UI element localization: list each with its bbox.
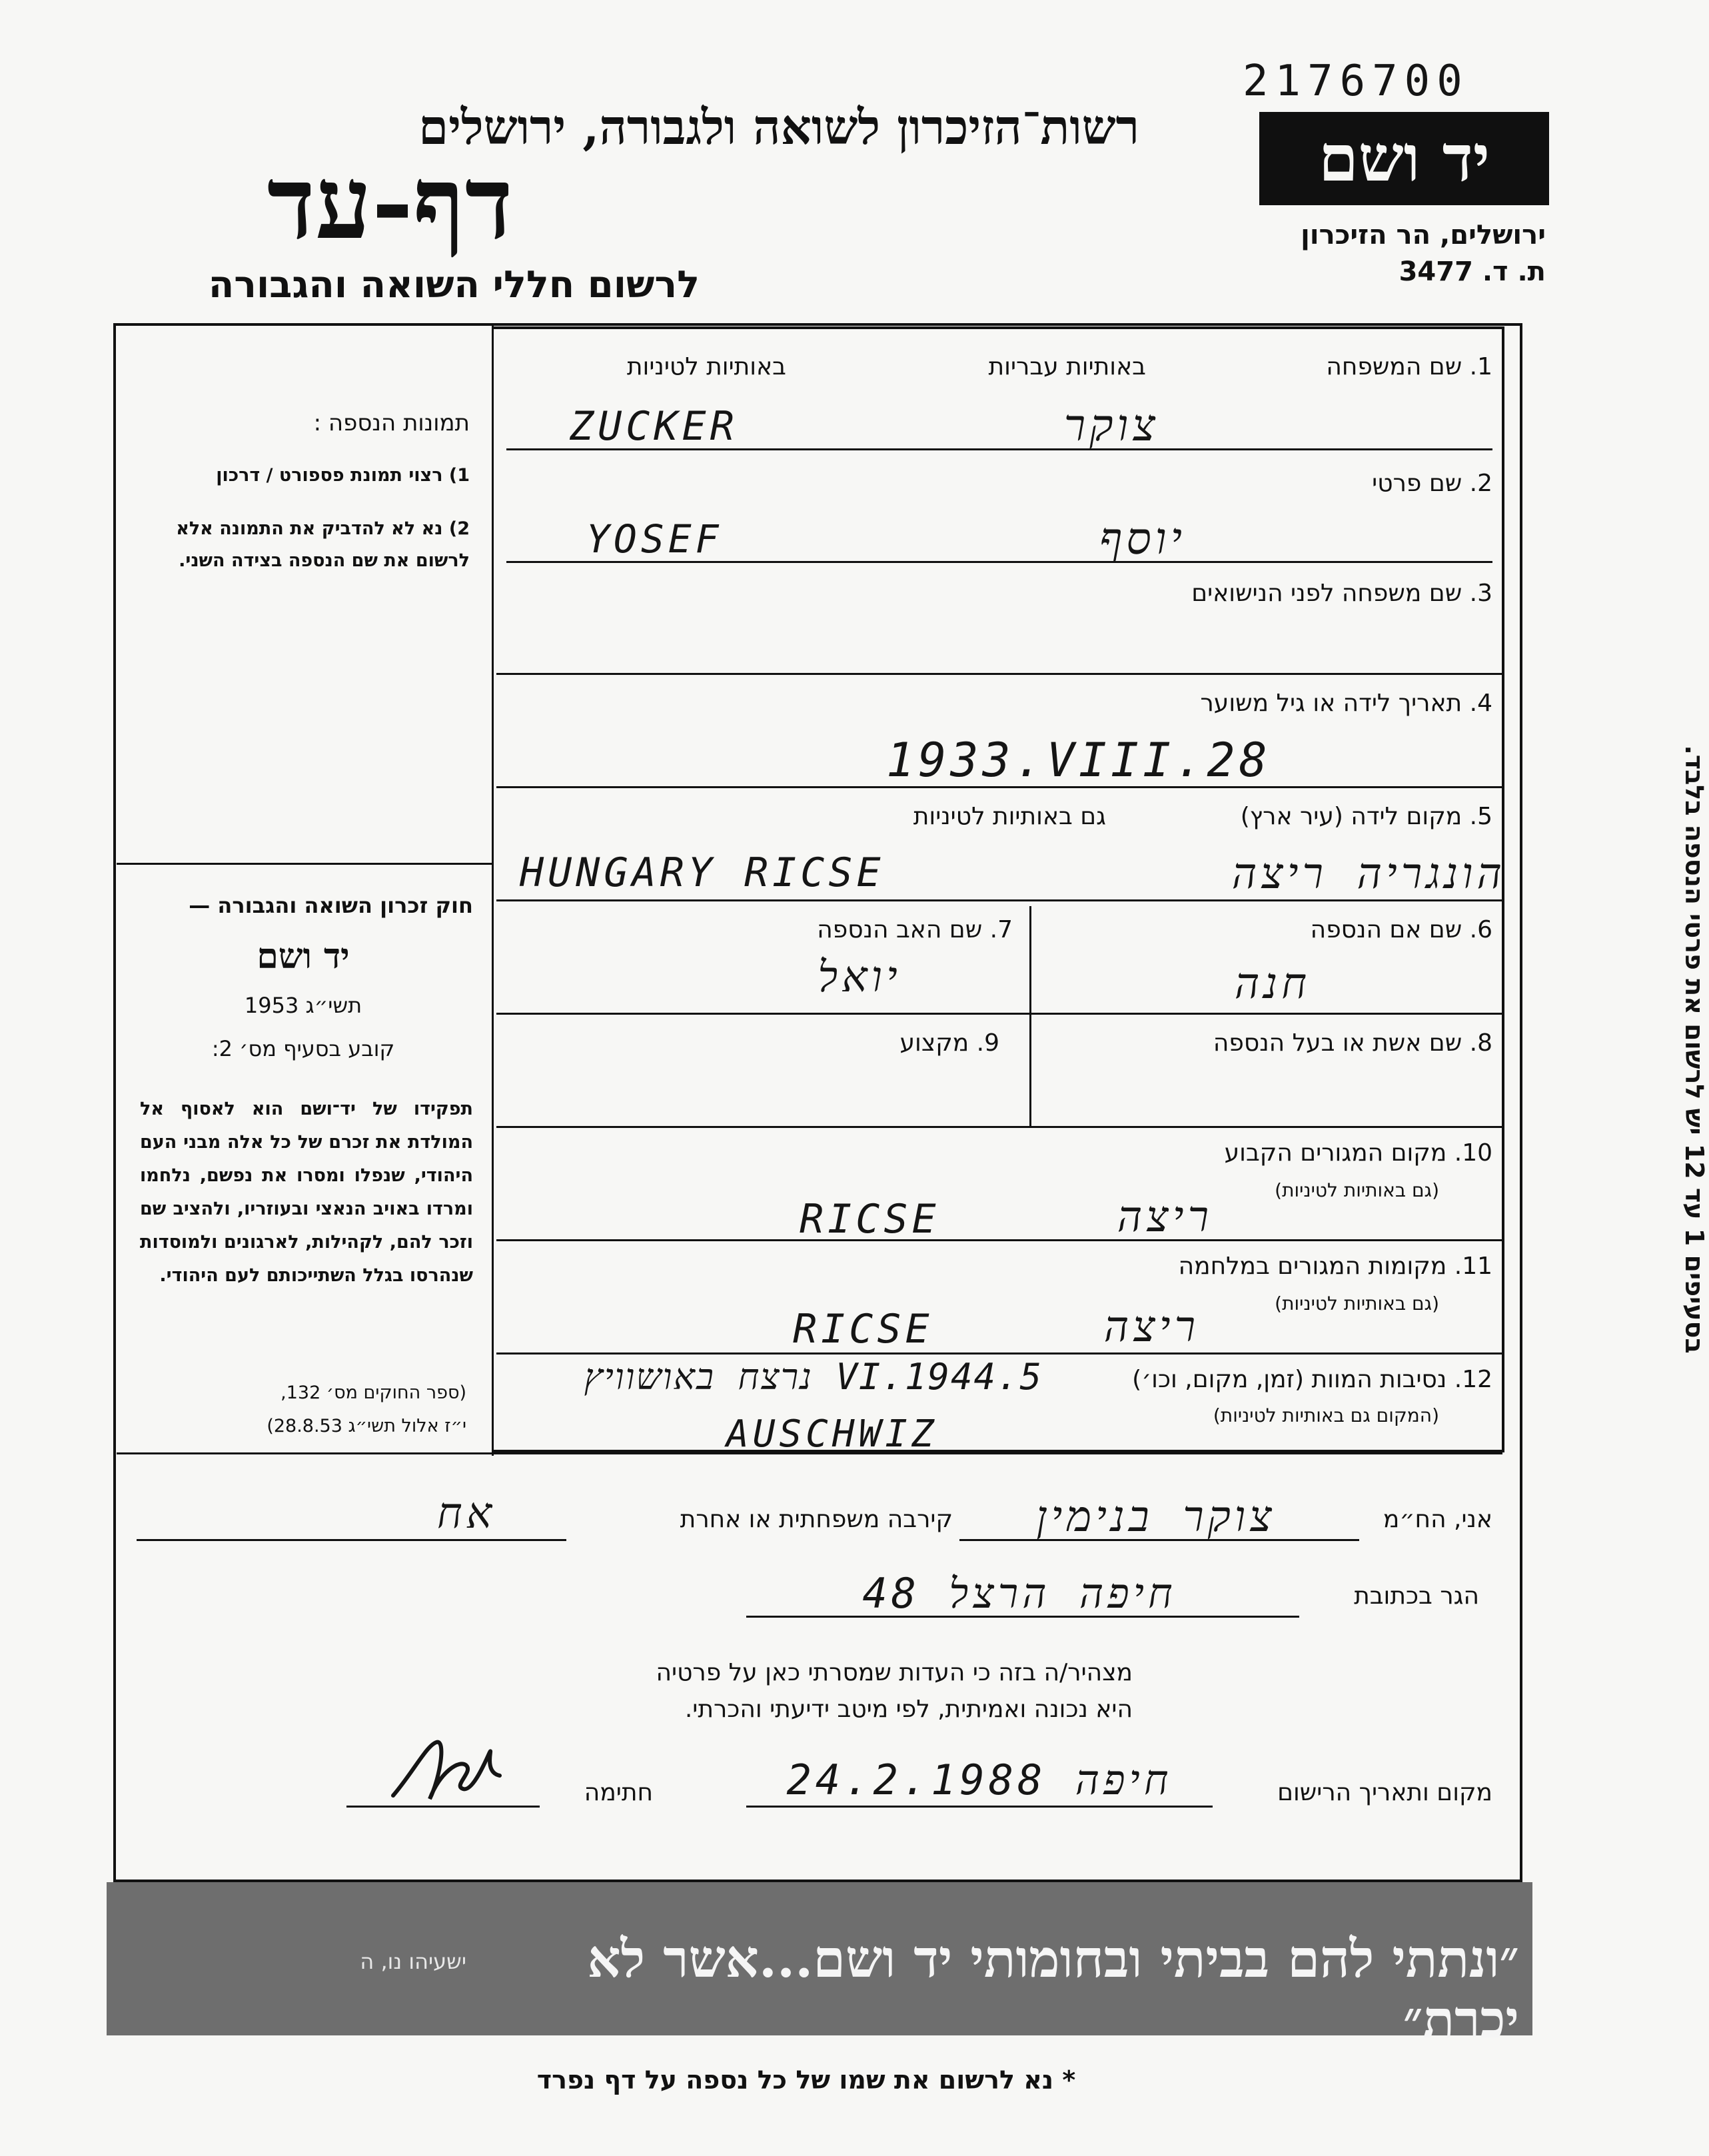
field-10-sublabel: (גם באותיות לטיניות) <box>1275 1179 1439 1201</box>
row-line-7 <box>496 1126 1502 1128</box>
field-12-label: 12. נסיבות המוות (זמן, מקום, וכו׳) <box>1132 1366 1492 1393</box>
statement-line-1: מצהיר/ה בזה כי העדות שמסרתי כאן על פרטיה <box>656 1659 1133 1686</box>
banner-quote: ״ונתתי להם בביתי ובחומותי יד ושם...אשר לא יכרת״ <box>587 1929 1519 2050</box>
photo-note-1: 1) רצוי תמונת פספורט / דרכון <box>216 465 470 486</box>
footer-note: * נא לרשום את שמו של כל נספה על דף נפרד <box>536 2065 1076 2095</box>
field-1-hebrew-value: צוקר <box>1063 400 1159 451</box>
law-title: חוק זכרון השואה והגבורה — <box>189 893 473 918</box>
field-11-sublabel: (גם באותיות לטיניות) <box>1275 1293 1439 1315</box>
banner-source: ישעיהו נו, ה <box>360 1949 466 1974</box>
relation-label: קירבה משפחתית או אחרת <box>680 1506 953 1533</box>
row-line-6 <box>496 1013 1502 1015</box>
signature-label: חתימה <box>584 1779 653 1806</box>
field-4-value: 1933.VIII.28 <box>886 733 1271 788</box>
photo-note-2: 2) נא לא להדביק את התמונה אלא לרשום את שם הנספה בצידה השני. <box>176 518 470 571</box>
statement-line-2: היא נכונה ואמיתית, לפי מיטב ידיעתי והכרתי. <box>684 1696 1133 1723</box>
field-3-label: 3. שם משפחה לפני הנישואים <box>1191 580 1492 607</box>
quote-banner <box>107 1882 1532 2050</box>
field-6-value: חנה <box>1234 959 1311 1009</box>
row-6-9-divider <box>1029 906 1031 1126</box>
field-10-hebrew-value: ריצה <box>1117 1193 1213 1242</box>
field-5-latin-column: גם באותיות לטיניות <box>913 803 1106 830</box>
field-8-label: 8. שם אשת או בעל הנספה <box>1213 1029 1492 1057</box>
photo-title: תמונות הנספה : <box>313 410 470 436</box>
field-12-latin-value: AUSCHWIZ <box>726 1412 938 1456</box>
law-reference-2: י״ז אלול תשי״ג 28.8.53) <box>267 1416 466 1436</box>
field-4-label: 4. תאריך לידה או גיל משוער <box>1200 690 1492 717</box>
page-subtitle: לרשום חללי השואה והגבורה <box>208 263 700 306</box>
field-12-sublabel: (המקום גם באותיות לטיניות) <box>1213 1404 1439 1426</box>
field-10-latin-value: RICSE <box>800 1196 940 1243</box>
place-date-line <box>746 1806 1213 1808</box>
document-number: 2176700 <box>1243 57 1469 106</box>
field-5-label: 5. מקום לידה (עיר ארץ) <box>1240 803 1492 830</box>
field-5-hebrew-value: הונגריה ריצה <box>1231 849 1506 899</box>
field-11-label: 11. מקומות המגורים במלחמה <box>1178 1253 1492 1280</box>
law-name: יד ושם <box>257 936 350 977</box>
location-text: ירושלים, הר הזיכרון <box>1301 220 1546 251</box>
place-date-value: חיפה 24.2.1988 <box>786 1756 1173 1804</box>
field-7-value: יואל <box>818 953 901 1002</box>
side-note: בסעיפים 1 עד 12 יש לרשום את פרטי הנספה בלבד. <box>1680 745 1709 1354</box>
organization-name: רשות־הזיכרון לשואה ולגבורה, ירושלים <box>418 99 1139 155</box>
field-2-hebrew-value: יוסף <box>1099 513 1186 564</box>
address-value: חיפה הרצל 48 <box>862 1569 1177 1618</box>
relation-line <box>137 1539 566 1541</box>
signature-line <box>346 1806 540 1808</box>
field-2-label: 2. שם פרטי <box>1372 470 1492 497</box>
field-6-label: 6. שם אם הנספה <box>1310 916 1492 943</box>
law-reference-1: (ספר החוקים מס׳ 132, <box>281 1382 466 1403</box>
field-1-latin-column: באותיות לטיניות <box>626 353 786 380</box>
signature-mark <box>373 1732 533 1812</box>
po-box-text: ת. ד. 3477 <box>1399 257 1546 287</box>
field-2-latin-value: YOSEF <box>586 516 723 562</box>
law-section: קובע בסעיף מס׳ 2: <box>211 1036 395 1061</box>
field-10-label: 10. מקום המגורים הקבוע <box>1224 1139 1492 1167</box>
field-9-label: 9. מקצוע <box>899 1029 999 1057</box>
row-line-9 <box>496 1352 1502 1354</box>
address-line <box>746 1616 1299 1618</box>
page-title: דף-עד <box>267 145 513 262</box>
law-text: תפקידו של יד־ושם הוא לאסוף אל המולדת את זכרם של כל אלה מבני העם היהודי, שנפלו ומסרו את נפשם, נלחמו ומרדו באויב הנאצי ובעוזריו, ולהציב שם וזכר להם, לקהילות, לארגונים ולמוסדות שנהרסו בגלל השתייכותם לעם היהודי. <box>140 1099 473 1286</box>
row-line-8 <box>496 1239 1502 1241</box>
field-7-label: 7. שם האב הנספה <box>817 916 1013 943</box>
logo-text: יד ושם <box>1318 121 1490 196</box>
yad-vashem-logo <box>1259 112 1549 205</box>
declarant-name: צוקר בנימין <box>1036 1492 1276 1542</box>
declarant-name-line <box>959 1539 1359 1541</box>
field-11-latin-value: RICSE <box>793 1306 933 1352</box>
place-date-label: מקום ותאריך הרישום <box>1277 1779 1492 1806</box>
address-label: הגר בכתובת <box>1354 1582 1479 1610</box>
field-1-latin-value: ZUCKER <box>570 403 738 450</box>
field-1-label: 1. שם המשפחה <box>1326 353 1492 380</box>
field-12-value: 5.VI.1944 נרצח באושוויץ <box>584 1356 1043 1398</box>
field-5-latin-value: HUNGARY RICSE <box>520 849 885 896</box>
law-year: תשי״ג 1953 <box>244 993 362 1018</box>
field-11-hebrew-value: ריצה <box>1103 1303 1199 1352</box>
relation-value: אח <box>436 1489 496 1538</box>
field-1-hebrew-column: באותיות עבריות <box>988 353 1146 380</box>
left-panel-separator <box>117 863 492 865</box>
row-line-5 <box>496 899 1502 901</box>
declarant-label: אני, הח״מ <box>1383 1506 1492 1533</box>
row-line-3 <box>496 673 1502 675</box>
